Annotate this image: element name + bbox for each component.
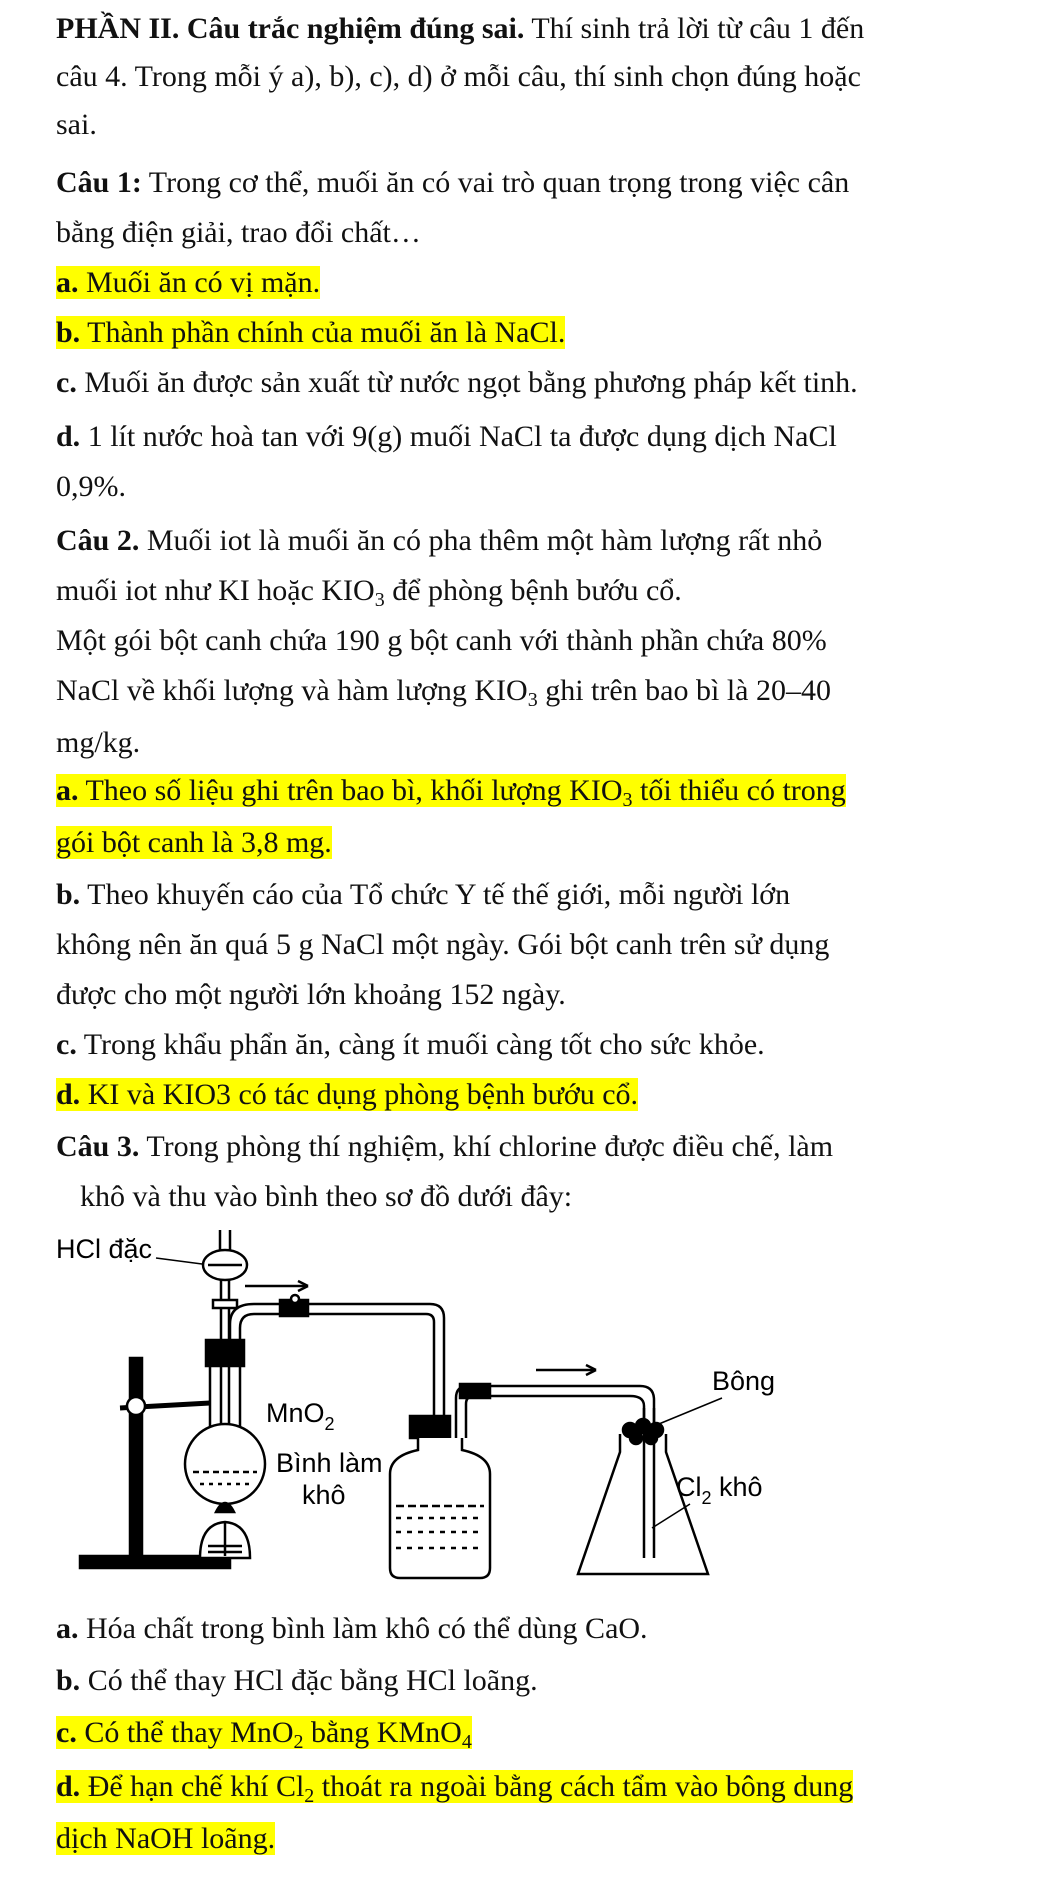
q3-label: Câu 3. (56, 1130, 140, 1163)
q3-stem-line-2: khô và thu vào bình theo sơ đồ dưới đây: (80, 1180, 573, 1213)
spirit-lamp (200, 1503, 250, 1558)
intro-line-2: câu 4. Trong mỗi ý a), b), c), d) ở mỗi câu, thí sinh chọn đúng hoặc (56, 60, 861, 93)
q1-stem-line-1: Câu 1: Trong cơ thể, muối ăn có vai trò quan trọng trong việc cân (56, 166, 850, 199)
q2-option-c: c. Trong khẩu phẩn ăn, càng ít muối càng tốt cho sức khỏe. (56, 1028, 765, 1061)
intro-line-3: sai. (56, 108, 97, 141)
mno2-label: MnO$_2$ (266, 1398, 335, 1434)
q2-stem-line-1: Câu 2. Muối iot là muối ăn có pha thêm một hàm lượng rất nhỏ (56, 524, 823, 557)
q3-option-b: b. Có thể thay HCl đặc bằng HCl loãng. (56, 1664, 538, 1697)
part-label: PHẦN II. Câu trắc nghiệm đúng sai. (56, 12, 525, 45)
chlorine-apparatus-diagram (40, 1228, 800, 1598)
cotton-label: Bông (712, 1366, 776, 1396)
q1-option-b: b. Thành phần chính của muối ăn là NaCl. (56, 316, 566, 349)
q2-stem-line-3: Một gói bột canh chứa 190 g bột canh với thành phần chứa 80% (56, 624, 827, 657)
q2-option-b-cont-1: không nên ăn quá 5 g NaCl một ngày. Gói bột canh trên sử dụng (56, 928, 830, 961)
q1-option-d-cont: 0,9%. (56, 470, 126, 503)
q3-option-a: a. Hóa chất trong bình làm khô có thể dùng CaO. (56, 1612, 648, 1645)
q2-option-a: a. Theo số liệu ghi trên bao bì, khối lượng $KIO_3$ tối thiểu có trong (56, 774, 846, 811)
reaction-flask (185, 1340, 265, 1504)
q2-option-b-cont-2: được cho một người lớn khoảng 152 ngày. (56, 978, 566, 1011)
q3-option-d: d. Để hạn chế khí $Cl_2$ thoát ra ngoài bằng cách tẩm vào bông dung (56, 1770, 854, 1807)
part-heading-line (56, 10, 864, 48)
q2-stem-line-5: mg/kg. (56, 726, 141, 759)
q2-stem-line-2: muối iot như KI hoặc $KIO_3$ để phòng bệnh bướu cổ. (56, 574, 682, 611)
q1-option-d: d. 1 lít nước hoà tan với 9(g) muối NaCl ta được dụng dịch NaCl (56, 420, 837, 453)
hcl-label: HCl đặc (56, 1234, 153, 1264)
q2-label: Câu 2. (56, 524, 140, 557)
cl2-label: $Cl_2$ khô (676, 1472, 763, 1508)
dryer-label-2: khô (302, 1480, 346, 1510)
q1-label: Câu 1: (56, 166, 142, 199)
q3-option-c: c. Có thể thay MnO$_2$ bằng KMnO$_4$ (56, 1716, 472, 1753)
q2-stem-line-4: NaCl về khối lượng và hàm lượng $KIO_3$ ghi trên bao bì là 20–40 (56, 674, 831, 711)
q2-option-b: b. Theo khuyến cáo của Tổ chức Y tế thế giới, mỗi người lớn (56, 878, 791, 911)
q1-stem-line-2: bằng điện giải, trao đổi chất… (56, 216, 421, 249)
q1-option-c: c. Muối ăn được sản xuất từ nước ngọt bằng phương pháp kết tinh. (56, 366, 858, 399)
q3-option-d-cont: dịch NaOH loãng. (56, 1822, 276, 1855)
dryer-label-1: Bình làm (276, 1448, 383, 1478)
q3-stem-line-1: Câu 3. Trong phòng thí nghiệm, khí chlorine được điều chế, làm (56, 1130, 834, 1163)
q2-option-a-cont: gói bột canh là 3,8 mg. (56, 826, 332, 859)
q1-option-a: a. Muối ăn có vị mặn. (56, 266, 321, 299)
q2-option-d: d. KI và KIO3 có tác dụng phòng bệnh bướu cổ. (56, 1078, 639, 1111)
intro-text: Thí sinh trả lời từ câu 1 đến (524, 12, 865, 45)
